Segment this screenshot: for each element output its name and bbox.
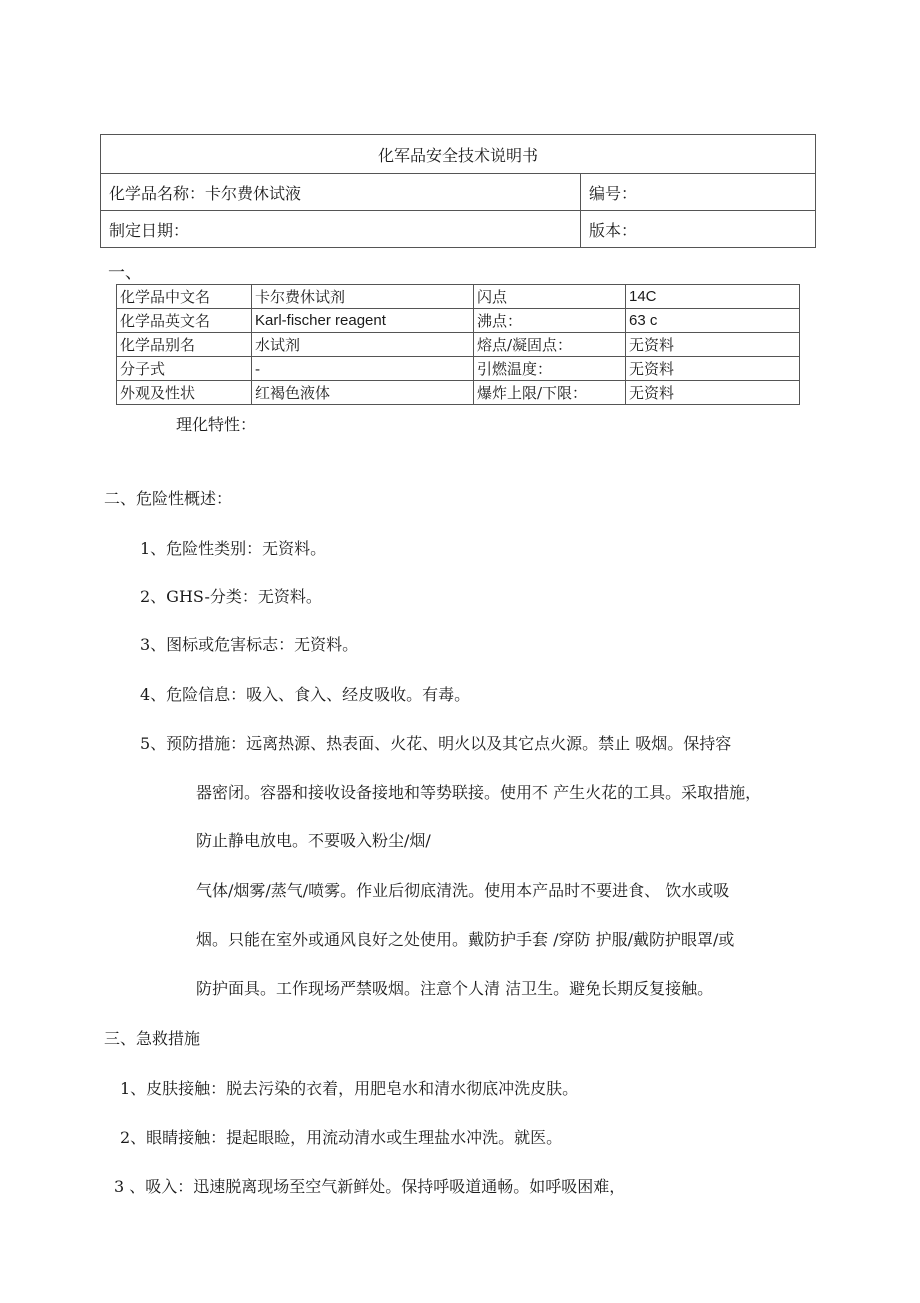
table-row	[117, 381, 800, 405]
paragraph-line: 器密闭。容器和接收设备接地和等势联接。使用不 产生火花的工具。采取措施，	[196, 783, 762, 802]
table-cell: 水试剂	[252, 333, 474, 357]
list-item: 1、皮肤接触：脱去污染的衣着，用肥皂水和清水彻底冲洗皮肤。	[120, 1079, 579, 1098]
document-header-table	[100, 134, 816, 248]
number-field: 编号：	[581, 174, 816, 211]
document-title: 化军品安全技术说明书	[101, 135, 816, 174]
section2-heading: 二、危险性概述：	[104, 489, 233, 508]
table-row	[117, 357, 800, 381]
paragraph-line: 防护面具。工作现场严禁吸烟。注意个人清 洁卫生。避免长期反复接触。	[196, 979, 714, 998]
section3-heading: 三、急救措施	[104, 1029, 201, 1048]
table-row	[117, 285, 800, 309]
list-item: 4、危险信息：吸入、食入、经皮吸收。有毒。	[140, 685, 471, 704]
list-item: 5、预防措施：远离热源、热表面、火花、明火以及其它点火源。禁止 吸烟。保持容	[140, 734, 732, 753]
table-cell: 卡尔费休试剂	[252, 285, 474, 309]
header-title-row	[101, 135, 816, 174]
table-cell: 无资料	[626, 333, 800, 357]
table-cell: 14C	[626, 285, 800, 309]
table-cell: 熔点/凝固点：	[474, 333, 626, 357]
table-cell: 63 c	[626, 309, 800, 333]
table-cell: 分子式	[117, 357, 252, 381]
table-cell: 爆炸上限/下限：	[474, 381, 626, 405]
table-cell: 化学品中文名	[117, 285, 252, 309]
table-cell: 沸点：	[474, 309, 626, 333]
header-name-row	[101, 174, 816, 211]
table-cell: 无资料	[626, 357, 800, 381]
properties-caption: 理化特性：	[176, 415, 257, 434]
chemical-name-field: 化学品名称：卡尔费休试液	[101, 174, 581, 211]
section1-mark: 一、	[108, 263, 142, 283]
list-item: 2、眼睛接触：提起眼睑，用流动清水或生理盐水冲洗。就医。	[120, 1128, 563, 1147]
list-item: 3 、吸入：迅速脱离现场至空气新鲜处。保持呼吸道通畅。如呼吸困难，	[114, 1177, 626, 1196]
table-cell: -	[252, 357, 474, 381]
table-cell: 无资料	[626, 381, 800, 405]
table-cell: 化学品英文名	[117, 309, 252, 333]
table-cell: 引燃温度：	[474, 357, 626, 381]
date-field: 制定日期：	[101, 211, 581, 248]
paragraph-line: 气体/烟雾/蒸气/喷雾。作业后彻底清洗。使用本产品时不要进食、 饮水或吸	[196, 881, 730, 900]
table-cell: Karl-fischer reagent	[252, 309, 474, 333]
list-item: 3、图标或危害标志：无资料。	[140, 635, 359, 654]
list-item: 1、危险性类别：无资料。	[140, 539, 327, 558]
table-row	[117, 333, 800, 357]
paragraph-line: 防止静电放电。不要吸入粉尘/烟/	[196, 831, 431, 850]
properties-table	[116, 284, 800, 405]
list-item: 2、GHS-分类：无资料。	[140, 587, 322, 606]
version-field: 版本：	[581, 211, 816, 248]
table-cell: 化学品别名	[117, 333, 252, 357]
table-cell: 红褐色液体	[252, 381, 474, 405]
paragraph-line: 烟。只能在室外或通风良好之处使用。戴防护手套 /穿防 护服/戴防护眼罩/或	[196, 930, 735, 949]
table-cell: 外观及性状	[117, 381, 252, 405]
table-cell: 闪点	[474, 285, 626, 309]
table-row	[117, 309, 800, 333]
header-date-row	[101, 211, 816, 248]
